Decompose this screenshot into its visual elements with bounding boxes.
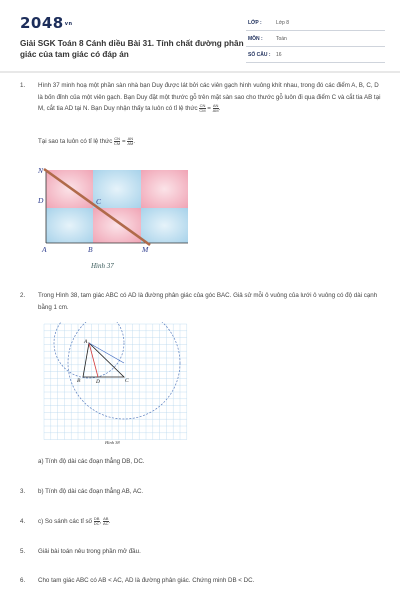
logo-text: 2048 (20, 14, 64, 32)
meta-table (246, 17, 385, 65)
tile (46, 208, 93, 243)
numerator: AB (103, 515, 109, 521)
label-b: B (77, 378, 81, 384)
document-header (20, 8, 385, 66)
fraction-an-am (127, 137, 133, 146)
denominator: CM (199, 107, 206, 113)
meta-row-count (246, 49, 385, 63)
meta-key: MÔN : (248, 36, 263, 42)
numerator: CN (199, 102, 206, 108)
question-number: 6. (20, 577, 26, 584)
numerator: CN (114, 135, 121, 141)
figure-38 (40, 322, 190, 448)
question-number: 1. (20, 82, 26, 89)
floor-tiles (46, 170, 188, 243)
meta-value: Toán (276, 36, 287, 42)
question-number: 2. (20, 292, 26, 299)
denominator: AM (212, 107, 219, 113)
question-body: c) So sánh các tỉ số (38, 518, 92, 525)
label-a: A (84, 339, 88, 345)
fraction-cn-cm (199, 104, 205, 113)
denominator: DC (93, 520, 100, 526)
label-m: M (142, 245, 149, 254)
meta-value: 16 (276, 52, 282, 58)
figure-38-caption: Hình 38 (105, 440, 120, 445)
figure-37-caption: Hình 37 (91, 262, 114, 270)
question-subtext: a) Tính độ dài các đoạn thẳng DB, DC. (38, 458, 145, 465)
label-c: C (96, 197, 102, 206)
question-number: 4. (20, 518, 26, 525)
document-title: Giải SGK Toán 8 Cánh diều Bài 31. Tính chất đường phân giác của tam giác có đáp án (20, 39, 244, 59)
tile (93, 208, 141, 243)
tile (141, 170, 188, 208)
header-divider (0, 71, 400, 73)
meta-value: Lớp 8 (276, 20, 290, 26)
fraction-an-am (213, 104, 219, 113)
site-logo[interactable] (20, 14, 73, 32)
label-b: B (88, 245, 93, 254)
denominator: AM (127, 140, 134, 146)
meta-key: LỚP : (248, 20, 262, 26)
meta-key: SỐ CÂU : (248, 52, 271, 58)
question-text: Hình 37 minh hoạ một phần sàn nhà bạn Duy được lát bởi các viên gạch hình vuông khít nhau, trong đó các điểm A, B, C, D là bốn đỉnh của một viên gạch. Bạn Duy đặt một thước gỗ trên mặt sàn sao cho thước gỗ luôn đi qua điểm C và cắt tia AB tại M, cắt tia AD tại N. Bạn Duy nhận thấy ta luôn có tỉ lệ thức $\frac{CN}{CM}$ = $\frac{AN}{AM}$ . (38, 82, 381, 113)
question-number: 3. (20, 488, 26, 495)
label-d: D (96, 379, 100, 385)
bisector-ad (89, 343, 98, 377)
question-text: b) Tính độ dài các đoạn thẳng AB, AC. (38, 488, 144, 495)
question-text: Cho tam giác ABC có AB < AC, AD là đường phân giác. Chứng minh DB < DC. (38, 577, 255, 584)
numerator: AN (127, 135, 134, 141)
denominator: AC (102, 520, 109, 526)
numerator: AN (212, 102, 219, 108)
square-grid (44, 324, 187, 440)
label-c: C (125, 378, 129, 384)
logo-suffix: vn (64, 20, 73, 27)
question-text: c) So sánh các tỉ số $\frac{DB}{DC}$ , $\frac{AB}{AC}$ . (38, 515, 111, 526)
label-n: N (38, 166, 44, 175)
numerator: DB (93, 515, 100, 521)
denominator: CM (114, 140, 121, 146)
tile (141, 208, 188, 243)
question-subtext: Tại sao ta luôn có tỉ lệ thức $\frac{CN}{CM}$ = $\frac{AN}{AM}$ . (38, 135, 136, 146)
fraction-ab-ac (103, 517, 109, 526)
meta-row-subject (246, 33, 385, 47)
label-a: A (42, 245, 47, 254)
question-sub-body: Tại sao ta luôn có tỉ lệ thức (38, 138, 113, 145)
question-text: Trong Hình 38, tam giác ABC có AD là đường phân giác của góc BAC. Giả sử mỗi ô vuông của lưới ô vuông có độ dài cạnh bằng 1 cm. (38, 292, 378, 311)
label-d: D (38, 196, 44, 205)
fraction-db-dc (94, 517, 100, 526)
question-number: 5. (20, 548, 26, 555)
triangle-abc (83, 343, 124, 377)
meta-row-grade (246, 17, 385, 31)
figure-37 (36, 162, 196, 272)
question-body: Hình 37 minh hoạ một phần sàn nhà bạn Duy được lát bởi các viên gạch hình vuông khít nhau, trong đó các điểm A, B, C, D là bốn đỉnh của một viên gạch. Bạn Duy đặt một thước gỗ trên mặt sàn sao cho thước gỗ luôn đi qua điểm C và cắt tia AB tại M, cắt tia AD tại N. Bạn Duy nhận thấy ta luôn có tỉ lệ thức (38, 82, 381, 112)
question-text: Giải bài toán nêu trong phần mở đầu. (38, 548, 141, 555)
fraction-cn-cm (114, 137, 120, 146)
